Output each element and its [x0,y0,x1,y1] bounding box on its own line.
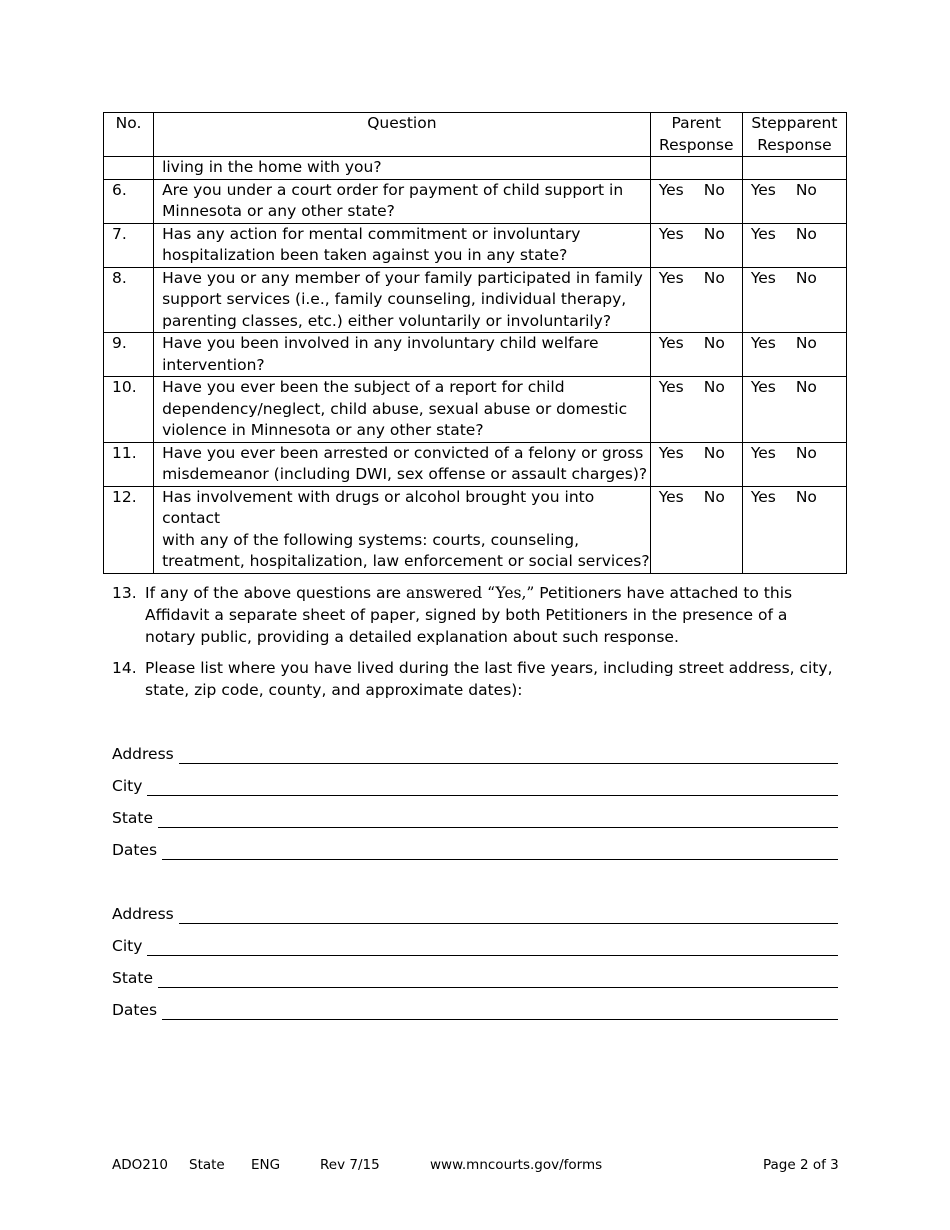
stepparent-response-cell [742,157,846,180]
parent-yes-no-options [651,377,742,399]
address-label: Address [112,905,174,923]
stepparent-no-option[interactable]: No [795,180,817,199]
parent-no-option[interactable]: No [703,487,725,506]
stepparent-response-cell [742,442,846,486]
parent-response-cell [650,377,742,443]
question-text-line: Minnesota or any other state? [162,202,395,220]
parent-yes-option[interactable]: Yes [658,378,684,396]
question-text [154,333,651,377]
parent-yes-option[interactable]: Yes [658,180,684,199]
question-number [104,157,154,180]
question-text-line: Has involvement with drugs or alcohol brought you into contact [162,487,595,527]
question-number: 6. [104,179,154,223]
question-text-line: violence in Minnesota or any other state? [162,421,484,439]
question-number: 11. [104,442,154,486]
question-number: 8. [104,267,154,333]
stepparent-yes-no-options [743,333,846,355]
footer-form-id: ADO210 [112,1157,169,1173]
stepparent-no-option[interactable]: No [795,268,817,287]
stepparent-yes-option[interactable]: Yes [750,180,776,199]
question-text: living in the home with you? [154,157,651,180]
table-row [104,179,847,223]
state-label: State [112,809,154,827]
stepparent-yes-no-options [743,180,846,202]
question-text-line: intervention? [162,355,265,374]
stepparent-yes-option[interactable]: Yes [750,334,776,352]
question-number: 10. [104,377,154,443]
header-parent-response [650,113,742,157]
item-14 [112,657,840,701]
stepparent-response-cell [742,486,846,573]
question-text [154,442,651,486]
parent-yes-no-options [651,487,742,509]
footer-language: ENG [251,1157,281,1173]
city-line[interactable] [147,943,838,956]
parent-response-cell [650,223,742,267]
stepparent-response-cell [742,223,846,267]
item-13-number: 13. [112,584,137,602]
state-line[interactable] [158,975,838,988]
question-text-line: with any of the following systems: courts, counseling, [162,530,580,549]
city-label: City [112,937,143,955]
footer-revision: Rev 7/15 [320,1157,380,1173]
stepparent-yes-option[interactable]: Yes [750,268,776,287]
question-text [154,223,651,267]
item-13 [112,582,840,648]
stepparent-no-option[interactable]: No [795,334,817,352]
dates-line[interactable] [162,847,838,860]
parent-yes-option[interactable]: Yes [658,334,684,352]
parent-no-option[interactable]: No [703,334,725,352]
parent-yes-option[interactable]: Yes [658,224,684,243]
stepparent-response-cell [742,179,846,223]
parent-no-option[interactable]: No [703,268,725,287]
city-label: City [112,777,143,795]
question-text-line: hospitalization been taken against you in any state? [162,246,568,264]
parent-yes-no-options [651,180,742,202]
address-field-1[interactable] [112,742,838,764]
question-text-line: Have you been involved in any involuntary child welfare [162,334,599,352]
city-line[interactable] [147,783,838,796]
stepparent-yes-no-options [743,487,846,509]
header-stepparent-response [742,113,846,157]
header-question: Question [154,113,651,157]
question-text-line: misdemeanor (including DWI, sex offense or assault charges)? [162,465,648,483]
stepparent-no-option[interactable]: No [795,224,817,243]
footer-jurisdiction: State [189,1157,225,1173]
header-stepparent-line1: Stepparent [751,114,838,132]
stepparent-response-cell [742,267,846,333]
parent-yes-option[interactable]: Yes [658,443,684,462]
question-text-line: Have you ever been arrested or convicted of a felony or gross [162,443,644,462]
header-stepparent-line2: Response [757,135,832,154]
footer-page-number: Page 2 of 3 [763,1157,839,1173]
item-13-text-b: Petitioners have attached to this Affidavit a separate sheet of paper, signed by both Petitioners in the presence of a notary public, providing a detailed explanation about such response. [145,584,793,646]
question-text-line: dependency/neglect, child abuse, sexual abuse or domestic [162,399,628,418]
stepparent-response-cell [742,377,846,443]
state-line[interactable] [158,815,838,828]
question-text-line: support services (i.e., family counseling, individual therapy, [162,290,627,308]
stepparent-no-option[interactable]: No [795,443,817,462]
table-row [104,267,847,333]
question-number: 9. [104,333,154,377]
stepparent-yes-option[interactable]: Yes [750,443,776,462]
item-13-text [112,582,840,648]
question-text-line: Have you or any member of your family participated in family [162,268,643,287]
stepparent-yes-option[interactable]: Yes [750,487,776,506]
table-row [104,223,847,267]
table-row [104,442,847,486]
question-number: 7. [104,223,154,267]
table-row [104,333,847,377]
question-text [154,486,651,573]
dates-label: Dates [112,1001,158,1019]
address-label: Address [112,745,174,763]
state-field-1[interactable] [112,806,838,828]
parent-yes-no-options [651,268,742,290]
address-line[interactable] [179,751,838,764]
question-text-line: treatment, hospitalization, law enforcement or social services? [162,552,650,570]
header-parent-line2: Response [659,135,734,154]
table-row [104,486,847,573]
question-text [154,377,651,443]
parent-response-cell [650,179,742,223]
item-13-text-serif: answered “Yes,” [406,584,535,602]
parent-response-cell [650,267,742,333]
parent-no-option[interactable]: No [703,180,725,199]
parent-yes-option[interactable]: Yes [658,487,684,506]
stepparent-yes-no-options [743,443,846,465]
stepparent-response-cell [742,333,846,377]
stepparent-yes-option[interactable]: Yes [750,378,776,396]
city-field-2[interactable] [112,934,838,956]
footer-website[interactable]: www.mncourts.gov/forms [430,1157,603,1173]
parent-response-cell [650,442,742,486]
parent-no-option[interactable]: No [703,443,725,462]
dates-field-1[interactable] [112,838,838,860]
parent-no-option[interactable]: No [703,378,725,396]
question-text-line: Has any action for mental commitment or involuntary [162,224,581,243]
item-13-text-a: If any of the above questions are [145,584,407,602]
parent-yes-no-options [651,333,742,355]
stepparent-yes-no-options [743,268,846,290]
dates-line[interactable] [162,1007,838,1020]
parent-response-cell [650,157,742,180]
city-field-1[interactable] [112,774,838,796]
header-parent-line1: Parent [671,114,722,132]
question-text [154,267,651,333]
parent-yes-no-options [651,224,742,246]
stepparent-yes-no-options [743,224,846,246]
question-number: 12. [104,486,154,573]
parent-yes-option[interactable]: Yes [658,268,684,287]
question-text-line: Have you ever been the subject of a report for child [162,378,565,396]
dates-label: Dates [112,841,158,859]
questions-table [103,112,847,574]
question-text [154,179,651,223]
parent-response-cell [650,486,742,573]
parent-response-cell [650,333,742,377]
question-text-line: Are you under a court order for payment of child support in [162,180,624,199]
parent-yes-no-options [651,443,742,465]
stepparent-no-option[interactable]: No [795,487,817,506]
address-line[interactable] [179,911,838,924]
item-14-text: Please list where you have lived during the last five years, including street address, city, state, zip code, county, and approximate dates): [145,659,833,699]
state-label: State [112,969,154,987]
state-field-2[interactable] [112,966,838,988]
dates-field-2[interactable] [112,998,838,1020]
table-row-continued [104,157,847,180]
header-no: No. [104,113,154,157]
table-header-row [104,113,847,157]
table-row [104,377,847,443]
item-14-number: 14. [112,659,137,677]
question-text-line: parenting classes, etc.) either voluntarily or involuntarily? [162,311,612,330]
stepparent-no-option[interactable]: No [795,378,817,396]
address-field-2[interactable] [112,902,838,924]
stepparent-yes-no-options [743,377,846,399]
parent-no-option[interactable]: No [703,224,725,243]
stepparent-yes-option[interactable]: Yes [750,224,776,243]
